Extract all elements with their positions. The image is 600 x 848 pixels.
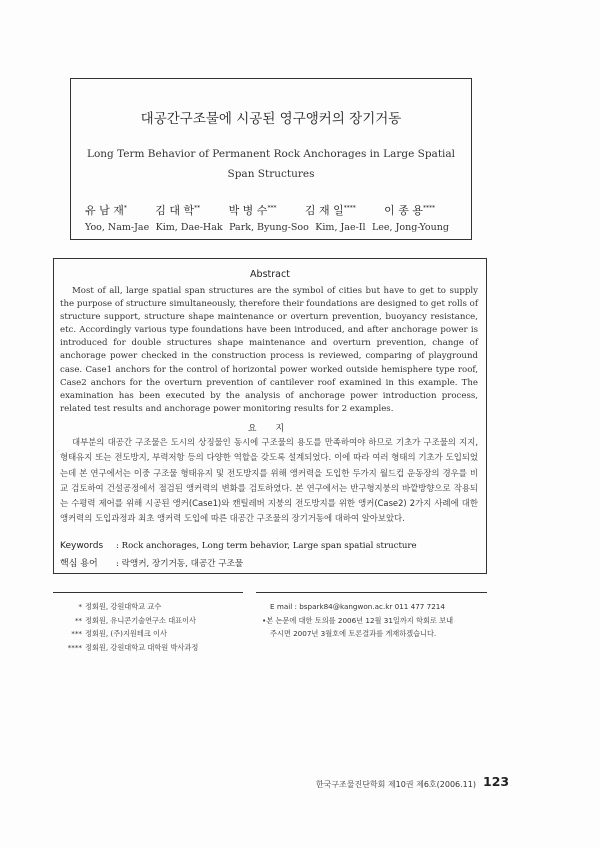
footnote-divider-right <box>256 592 487 593</box>
footnote-item: ** 정회원, 유니콘기술연구소 대표이사 <box>74 615 197 625</box>
keywords-value: : Rock anchorages, Long term behavior, Large span spatial structure <box>116 541 417 551</box>
footnote-item: **** 정회원, 강원대학교 대학원 박사과정 <box>67 643 199 653</box>
footnote-item: * 정회원, 강원대학교 교수 <box>78 602 162 611</box>
authors-korean <box>71 202 471 218</box>
authors-english <box>71 222 471 233</box>
email-line: E mail : bspark84@kangwon.ac.kr 011 477 7214 <box>270 602 445 611</box>
author-ko: 김 재 일**** <box>304 204 356 217</box>
abstract-box <box>53 258 487 574</box>
contact-footnotes <box>262 600 490 641</box>
abstract-heading: Abstract <box>250 269 290 280</box>
title-korean: 대공간구조물에 시공된 영구앵커의 장기거동 <box>140 111 402 127</box>
author-en: Park, Byung-Soo <box>229 222 309 233</box>
abstract-text: Most of all, large spatial span structures are the symbol of cities but have to get to supply the purpose of structure simultaneously, therefore their foundations are designed to get rolls of structure support, structure shape maintenance or overturn prevention, buoyancy resistance, etc. Accordingly various type foundations have been introduced, and after anchorage power is introduced for double structures shape maintenance and overturn prevention, change of anchorage power checked in the construction process is reviewed, comparing of playground case. Case1 anchors for the control of horizontal power worked outside hemisphere type roof, Case2 anchors for the overturn prevention of cantilever roof examined in this example. The examination has been executed by the analysis of anchorage power introduction process, related test results and anchorage power monitoring results for 2 examples. <box>60 286 478 414</box>
journal-footer: 한국구조물진단학회 제10권 제6호(2006.11) <box>315 780 476 789</box>
keywords-ko-value: : 락앵커, 장기거동, 대공간 구조물 <box>116 559 244 569</box>
discussion-note-line2: 주시면 2007년 3월호에 토론결과를 게재하겠습니다. <box>270 629 437 639</box>
page-number: 123 <box>483 774 510 789</box>
keywords-korean <box>60 556 480 569</box>
footnote-item: *** 정회원, (주)지원테크 이사 <box>71 629 167 639</box>
author-en: Kim, Jae-Il <box>315 222 366 233</box>
affiliation-footnotes <box>60 600 260 655</box>
author-en: Kim, Dae-Hak <box>155 222 223 233</box>
summary-text: 대부분의 대공간 구조물은 도시의 상징물인 동시에 구조물의 용도를 만족하여야 하므로 기초가 구조물의 지지, 형태유지 또는 전도방지, 부력저항 등의 다양한 역할을 갖도록 설계되었다. 이에 따라 여러 형태의 기초가 도입되었는데 본 연구에서는 이중 구조물 형태유지 및 전도방지를 위해 앵커력을 도입한 두가지 월드컵 운동장의 경우를 비교 검토하여 건설공정에서 점검된 앵커력의 변화를 검토하였다. 본 연구에서는 반구형지붕의 바깥방향으로 작용되는 수평력 제어를 위해 시공된 앵커(Case1)와 캔틸레버 지붕의 전도방지를 위한 앵커(Case2) 2가지 사례에 대한 앵커력의 도입과정과 최초 앵커력 도입에 따른 대공간 구조물의 장기거동에 대하여 알아보았다. <box>60 437 478 524</box>
title-box <box>70 78 472 240</box>
author-ko: 김 대 학** <box>155 204 201 217</box>
title-english: Long Term Behavior of Permanent Rock Anchorages in Large Spatial Span Structures <box>86 148 456 180</box>
author-en: Yoo, Nam-Jae <box>85 222 150 233</box>
author-ko: 박 병 수*** <box>228 204 277 217</box>
author-ko: 이 종 용**** <box>384 204 435 217</box>
discussion-note-line1: •본 논문에 대한 토의를 2006년 12월 31일까지 학회로 보내 <box>262 615 454 625</box>
keywords-english <box>60 541 480 551</box>
summary-heading: 요 지 <box>247 424 293 434</box>
keywords-label: Keywords <box>60 541 104 551</box>
footnote-divider-left <box>53 592 243 593</box>
author-ko: 유 남 재* <box>85 204 127 217</box>
keywords-ko-label: 핵심 용어 <box>60 559 98 569</box>
author-en: Lee, Jong-Young <box>372 222 449 233</box>
